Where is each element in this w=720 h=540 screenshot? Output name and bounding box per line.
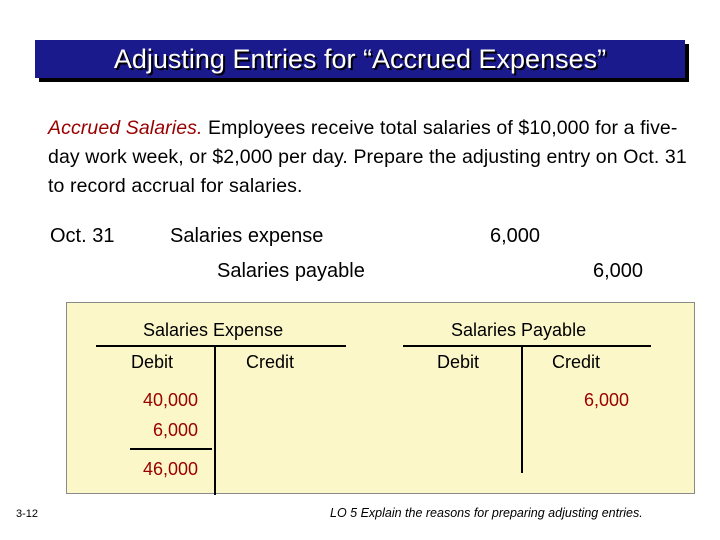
slide-title: Adjusting Entries for “Accrued Expenses”	[113, 43, 607, 74]
t-account-debit-header: Debit	[437, 352, 480, 372]
slide-number: 3-12	[16, 508, 39, 520]
debit-amount: 6,000	[490, 225, 541, 247]
entry-date: Oct. 31	[50, 225, 115, 247]
t-account-center-rule	[214, 345, 216, 495]
t-account-title: Salaries Payable	[451, 320, 587, 340]
balance-entry: 46,000	[143, 459, 199, 479]
title-banner	[35, 40, 685, 78]
debit-account: Salaries expense	[170, 225, 324, 247]
intro-paragraph	[48, 114, 698, 201]
learning-objective: LO 5 Explain the reasons for preparing adjusting entries.	[330, 506, 643, 520]
t-account-title: Salaries Expense	[143, 320, 284, 340]
t-account-debit-header: Debit	[131, 352, 174, 372]
t-account-credit-header: Credit	[246, 352, 295, 372]
t-account-top-rule	[403, 345, 651, 347]
intro-body: Employees receive total salaries of $10,000 for a five-day work week, or $2,000 per day. Prepare the adjusting entry on Oct. 31 to record accrual for salaries.	[48, 117, 687, 197]
credit-entry: 6,000	[584, 390, 630, 410]
debit-entry: 6,000	[153, 420, 199, 440]
intro-lead: Accrued Salaries.	[48, 117, 203, 139]
t-account-credit-header: Credit	[552, 352, 601, 372]
t-account-top-rule	[96, 345, 346, 347]
debit-entry: 40,000	[143, 390, 199, 410]
credit-account: Salaries payable	[217, 260, 365, 282]
credit-amount: 6,000	[593, 260, 644, 282]
total-rule	[130, 448, 212, 450]
t-account-center-rule	[521, 345, 523, 473]
